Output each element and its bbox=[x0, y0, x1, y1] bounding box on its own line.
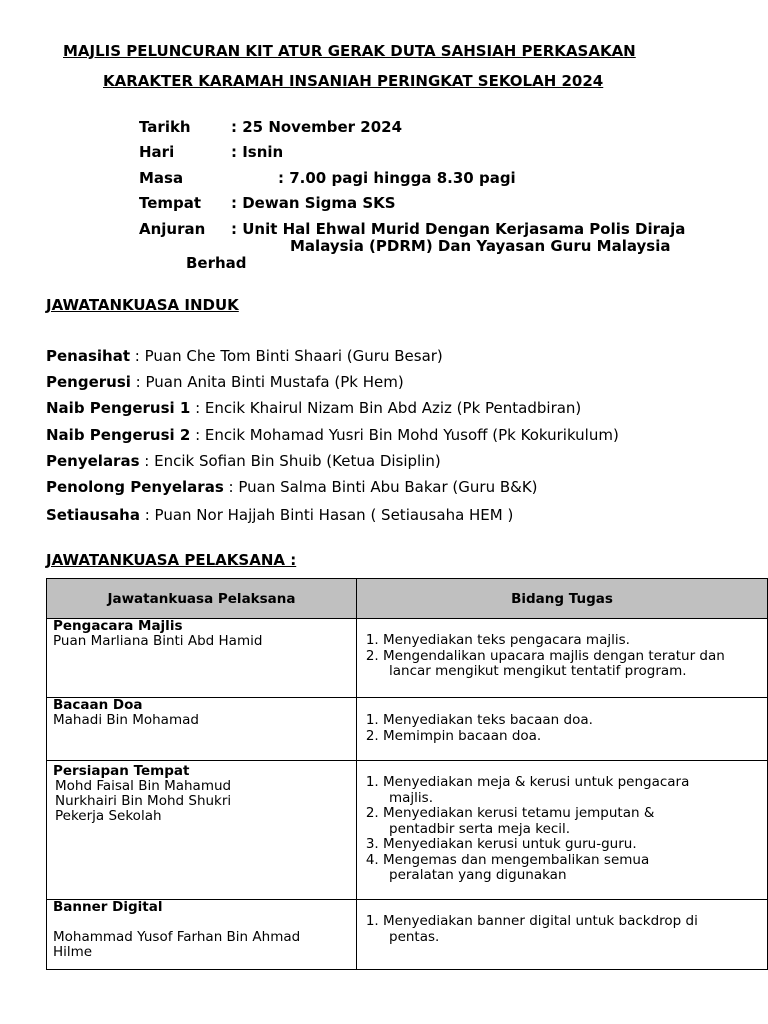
anjuran-value-line-3: Berhad bbox=[186, 254, 247, 272]
committee-cell bbox=[47, 900, 357, 970]
task-cell bbox=[357, 698, 768, 761]
committee-member: Puan Marliana Binti Abd Hamid bbox=[53, 633, 263, 649]
induk-member bbox=[46, 426, 619, 444]
tarikh-label: Tarikh bbox=[139, 118, 191, 136]
member-name: : Puan Anita Binti Mustafa (Pk Hem) bbox=[130, 373, 404, 391]
task-cell bbox=[357, 619, 768, 698]
tarikh-value: : 25 November 2024 bbox=[231, 118, 403, 136]
anjuran-value-line-1: : Unit Hal Ehwal Murid Dengan Kerjasama Polis Diraja bbox=[231, 220, 686, 238]
member-name: : Encik Khairul Nizam Bin Abd Aziz (Pk Pentadbiran) bbox=[190, 399, 582, 417]
induk-member bbox=[46, 373, 404, 391]
document-title-line-1: MAJLIS PELUNCURAN KIT ATUR GERAK DUTA SAHSIAH PERKASAKAN bbox=[63, 42, 636, 60]
induk-member bbox=[46, 478, 538, 496]
column-header-jawatankuasa: Jawatankuasa Pelaksana bbox=[47, 579, 357, 619]
task-list bbox=[357, 775, 767, 884]
task-item: 3. Menyediakan kerusi untuk guru-guru. bbox=[383, 837, 761, 853]
member-role: Penyelaras bbox=[46, 452, 140, 470]
masa-label: Masa bbox=[139, 169, 184, 187]
member-role: Penasihat bbox=[46, 347, 131, 365]
committee-member: Nurkhairi Bin Mohd Shukri bbox=[55, 793, 232, 809]
hari-value: : Isnin bbox=[231, 143, 284, 161]
member-name: : Puan Nor Hajjah Binti Hasan ( Setiausaha HEM ) bbox=[139, 506, 514, 524]
member-name: : Encik Mohamad Yusri Bin Mohd Yusoff (Pk Kokurikulum) bbox=[190, 426, 619, 444]
task-list bbox=[357, 633, 767, 680]
task-item: 2. Memimpin bacaan doa. bbox=[383, 729, 761, 745]
committee-member: Hilme bbox=[53, 944, 93, 960]
task-list bbox=[357, 713, 767, 744]
table-row bbox=[47, 900, 768, 970]
committee-title: Persiapan Tempat bbox=[53, 763, 190, 779]
task-cell bbox=[357, 900, 768, 970]
task-item: 2. Mengendalikan upacara majlis dengan teratur dan lancar mengikut mengikut tentatif program. bbox=[383, 649, 761, 680]
induk-member bbox=[46, 399, 581, 417]
anjuran-label: Anjuran bbox=[139, 220, 206, 238]
member-role: Penolong Penyelaras bbox=[46, 478, 224, 496]
committee-title: Banner Digital bbox=[53, 899, 163, 915]
committee-member: Mohammad Yusof Farhan Bin Ahmad bbox=[53, 929, 301, 945]
committee-member: Pekerja Sekolah bbox=[55, 808, 162, 824]
document-title-line-2: KARAKTER KARAMAH INSANIAH PERINGKAT SEKOLAH 2024 bbox=[103, 72, 604, 90]
member-role: Pengerusi bbox=[46, 373, 131, 391]
task-item: 1. Menyediakan meja & kerusi untuk pengacara majlis. bbox=[383, 775, 761, 806]
induk-member bbox=[46, 452, 441, 470]
task-cell bbox=[357, 761, 768, 900]
member-name: : Puan Salma Binti Abu Bakar (Guru B&K) bbox=[223, 478, 538, 496]
column-header-bidang-tugas: Bidang Tugas bbox=[357, 579, 768, 619]
task-item: 1. Menyediakan banner digital untuk backdrop di pentas. bbox=[383, 914, 761, 945]
committee-cell bbox=[47, 698, 357, 761]
table-row bbox=[47, 619, 768, 698]
masa-value: : 7.00 pagi hingga 8.30 pagi bbox=[278, 169, 516, 187]
task-list bbox=[357, 914, 767, 945]
member-role: Naib Pengerusi 2 bbox=[46, 426, 191, 444]
table-row bbox=[47, 761, 768, 900]
committee-cell bbox=[47, 619, 357, 698]
induk-member bbox=[46, 506, 513, 524]
table-header-row bbox=[47, 579, 768, 619]
induk-heading: JAWATANKUASA INDUK bbox=[46, 296, 239, 314]
task-item: 1. Menyediakan teks bacaan doa. bbox=[383, 713, 761, 729]
task-item: 1. Menyediakan teks pengacara majlis. bbox=[383, 633, 761, 649]
induk-member bbox=[46, 347, 443, 365]
pelaksana-heading: JAWATANKUASA PELAKSANA : bbox=[46, 551, 297, 569]
member-role: Setiausaha bbox=[46, 506, 140, 524]
pelaksana-table bbox=[46, 578, 768, 970]
table-row bbox=[47, 698, 768, 761]
member-name: : Encik Sofian Bin Shuib (Ketua Disiplin) bbox=[139, 452, 441, 470]
member-role: Naib Pengerusi 1 bbox=[46, 399, 191, 417]
member-name: : Puan Che Tom Binti Shaari (Guru Besar) bbox=[130, 347, 443, 365]
task-item: 2. Menyediakan kerusi tetamu jemputan & pentadbir serta meja kecil. bbox=[383, 806, 761, 837]
tempat-label: Tempat bbox=[139, 194, 202, 212]
committee-member: Mohd Faisal Bin Mahamud bbox=[55, 778, 232, 794]
committee-cell bbox=[47, 761, 357, 900]
task-item: 4. Mengemas dan mengembalikan semua peralatan yang digunakan bbox=[383, 853, 761, 884]
hari-label: Hari bbox=[139, 143, 175, 161]
committee-title: Pengacara Majlis bbox=[53, 618, 183, 634]
anjuran-value-line-2: Malaysia (PDRM) Dan Yayasan Guru Malaysia bbox=[290, 237, 671, 255]
committee-member: Mahadi Bin Mohamad bbox=[53, 712, 199, 728]
tempat-value: : Dewan Sigma SKS bbox=[231, 194, 396, 212]
committee-title: Bacaan Doa bbox=[53, 697, 143, 713]
